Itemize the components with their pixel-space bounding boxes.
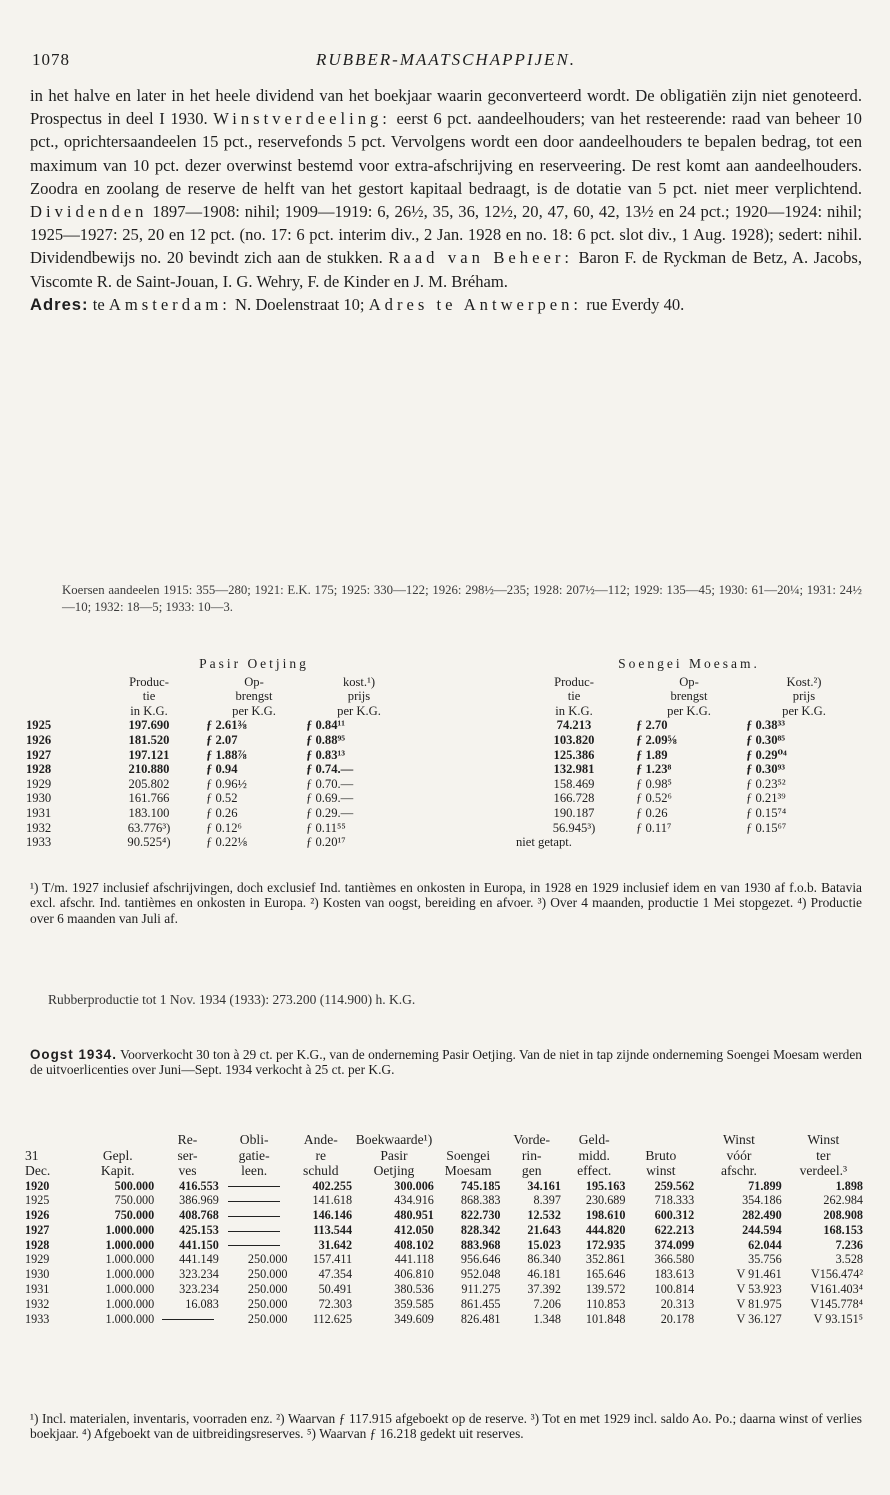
table-cell: 74.213: [556, 718, 592, 733]
column-header: Oetjing: [373, 1163, 415, 1178]
table-cell: ƒ 0.52: [206, 791, 238, 806]
table-cell: 952.048: [460, 1267, 501, 1282]
table-cell: ƒ 0.70.—: [306, 776, 354, 791]
financial-header-row: [24, 1132, 864, 1148]
rubberproductie-note: Rubberproductie tot 1 Nov. 1934 (1933): 273.200 (114.900) h. K.G.: [48, 992, 416, 1007]
table-cell: ƒ 0.29⁰⁴: [746, 747, 787, 762]
table-cell: 750.000: [114, 1208, 155, 1223]
row-year: 1928: [25, 1237, 50, 1252]
page-number: 1078: [32, 50, 70, 69]
column-header: Boekwaarde¹): [355, 1132, 433, 1147]
table-cell: 406.810: [394, 1267, 434, 1282]
table-cell: 956.646: [460, 1252, 501, 1267]
table-cell: 208.908: [823, 1208, 863, 1223]
table-cell: 230.689: [585, 1193, 626, 1208]
table-cell: 157.411: [312, 1252, 353, 1267]
table-cell: 190.187: [553, 805, 595, 820]
column-header: re: [315, 1147, 327, 1163]
table-cell: V 53.923: [736, 1282, 782, 1297]
table-cell: 1.000.000: [105, 1267, 155, 1282]
production-row: [24, 835, 864, 850]
table-cell: 282.490: [742, 1208, 782, 1223]
column-header: Obli-: [239, 1132, 269, 1147]
financial-row: [24, 1208, 864, 1223]
table-cell: 408.768: [179, 1208, 219, 1223]
financial-row: [24, 1193, 864, 1208]
table-cell: ƒ 0.94: [206, 762, 238, 777]
table-cell: [744, 835, 864, 850]
table-cell: ƒ 0.30⁸⁵: [746, 732, 786, 747]
table-cell: 16.083: [185, 1296, 219, 1311]
table-cell: ƒ 0.26: [636, 805, 668, 820]
table-cell: 861.455: [460, 1296, 501, 1311]
table-cell: 826.481: [460, 1311, 501, 1326]
production-row: [24, 821, 864, 836]
table-cell: 434.916: [394, 1193, 434, 1208]
table-cell: [155, 1312, 220, 1327]
column-header-row: [24, 689, 864, 704]
column-header: [435, 1132, 502, 1148]
table-cell: ƒ 0.26: [206, 805, 238, 820]
table-cell: 197.690: [128, 718, 170, 733]
row-year: 1931: [26, 805, 52, 820]
description-paragraph: [30, 84, 862, 293]
amsterdam-label: Amsterdam:: [108, 294, 231, 314]
table-cell: [220, 1238, 289, 1253]
table-cell: ƒ 1.89: [636, 747, 668, 762]
running-title: RUBBER-MAATSCHAPPIJEN.: [315, 50, 577, 69]
table-cell: 441.149: [179, 1252, 219, 1267]
column-header: winst: [646, 1163, 676, 1178]
dash-line: [228, 1231, 280, 1232]
row-year: 1932: [25, 1296, 50, 1311]
group-title-pasir-oetjing: Pasir Oetjing: [199, 656, 309, 671]
column-header: in K.G.: [130, 703, 168, 718]
table-cell: 911.275: [461, 1282, 501, 1297]
table-cell: ƒ 0.20¹⁷: [306, 835, 346, 850]
row-year: 1926: [26, 732, 52, 747]
table-cell: V156.474²: [810, 1267, 863, 1282]
table-cell: 86.340: [527, 1252, 561, 1267]
table-cell: 132.981: [553, 762, 595, 777]
production-row: [24, 777, 864, 792]
row-year: 1931: [25, 1282, 50, 1297]
financial-row: [24, 1238, 864, 1253]
table-cell: 20.178: [660, 1311, 695, 1326]
row-year: 1925: [26, 718, 52, 733]
column-header: [24, 1132, 80, 1148]
row-year: 1929: [25, 1252, 50, 1267]
column-header: Bruto: [645, 1147, 677, 1163]
table-cell: ƒ 2.09⅝: [636, 732, 677, 747]
column-header: Re-: [177, 1132, 198, 1147]
table-cell: 46.181: [527, 1267, 561, 1282]
table-cell: 718.333: [654, 1193, 695, 1208]
table-cell: 72.303: [318, 1296, 353, 1311]
table-cell: 412.050: [394, 1222, 434, 1237]
table-cell: ƒ 2.70: [636, 718, 668, 733]
column-header: schuld: [303, 1163, 339, 1178]
table-cell: ƒ 0.15⁷⁴: [746, 805, 787, 820]
table-cell: 259.562: [654, 1178, 695, 1193]
table-cell: 37.392: [527, 1282, 561, 1297]
table-cell: 349.609: [394, 1311, 434, 1326]
table-cell: 250.000: [247, 1252, 288, 1267]
column-header: Dec.: [25, 1163, 51, 1178]
column-header: kost.¹): [342, 674, 376, 689]
row-year: 1933: [25, 1311, 50, 1326]
table-cell: 165.646: [585, 1267, 626, 1282]
table-cell: 250.000: [247, 1282, 288, 1297]
table-cell: 197.121: [128, 747, 170, 762]
column-header: Soengei: [446, 1147, 491, 1163]
column-header: per K.G.: [782, 703, 826, 718]
table-cell: 354.186: [742, 1193, 782, 1208]
table-cell: 181.520: [128, 732, 170, 747]
table-cell: 359.585: [394, 1296, 434, 1311]
company-description: [30, 84, 862, 316]
table-cell: 141.618: [312, 1193, 353, 1208]
table-cell: 146.146: [312, 1208, 353, 1223]
column-header-row: [24, 675, 864, 690]
table-cell: 31.642: [318, 1237, 353, 1252]
row-year: 1933: [26, 835, 52, 850]
table-cell: ƒ 0.30⁹³: [746, 762, 786, 777]
table-cell: 750.000: [114, 1193, 155, 1208]
column-header: vóór: [726, 1147, 752, 1163]
table-cell: ƒ 0.15⁶⁷: [746, 820, 787, 835]
column-header: effect.: [577, 1163, 612, 1178]
column-header: Winst: [722, 1132, 755, 1147]
adres-antwerpen-label: Adres te Antwerpen:: [368, 294, 583, 314]
table-cell: 172.935: [585, 1237, 626, 1252]
table-cell: ƒ 0.96½: [206, 776, 247, 791]
financial-row: [24, 1223, 864, 1238]
table-cell: 56.945³): [552, 820, 596, 835]
table-cell: ƒ 0.69.—: [306, 791, 354, 806]
table-cell: 35.756: [748, 1252, 782, 1267]
column-header: [626, 1132, 695, 1148]
table-cell: 113.544: [313, 1222, 353, 1237]
table-cell: 1.000.000: [105, 1311, 155, 1326]
table-cell: V145.778⁴: [810, 1296, 863, 1311]
group-title-soengei-moesam: Soengei Moesam.: [618, 656, 760, 671]
table-cell: 1.000.000: [105, 1252, 155, 1267]
row-year: 1927: [25, 1222, 50, 1237]
table-cell: [220, 1179, 289, 1194]
table-cell: 416.553: [179, 1178, 219, 1193]
column-header: rin-: [521, 1147, 542, 1163]
column-header: Op-: [244, 674, 264, 689]
financial-row: [24, 1252, 864, 1267]
table-cell: ƒ 0.29.—: [306, 805, 354, 820]
raad-van-beheer-text: Baron F. de Ryckman de Betz, A. Jacobs, Viscomte R. de Saint-Jouan, I. G. Wehry, F. de Kinder en J. M. Bréham.: [30, 248, 863, 291]
column-header: [80, 1132, 155, 1148]
table-cell: ƒ 0.83¹³: [306, 747, 346, 762]
column-header: in K.G.: [555, 703, 593, 718]
table-cell: 205.802: [128, 776, 170, 791]
column-header: Pasir: [380, 1147, 408, 1163]
row-year: 1929: [26, 776, 52, 791]
table-cell: ƒ 0.11⁷: [636, 820, 672, 835]
table-cell: 323.234: [179, 1267, 219, 1282]
table-cell: 622.213: [654, 1222, 695, 1237]
table-cell: [220, 1223, 289, 1238]
dash-line: [162, 1319, 214, 1320]
table-cell: 425.153: [179, 1222, 219, 1237]
column-header: gatie-: [238, 1147, 270, 1163]
production-row: [24, 806, 864, 821]
table-cell: 1.000.000: [105, 1282, 155, 1297]
financial-header-row: [24, 1148, 864, 1164]
table-cell: 822.730: [460, 1208, 501, 1223]
column-header: brengst: [235, 689, 273, 704]
table-cell: 374.099: [654, 1237, 695, 1252]
table-cell: 183.100: [128, 805, 170, 820]
column-header: ves: [178, 1163, 197, 1178]
column-header: afschr.: [721, 1163, 757, 1178]
table-cell: 868.383: [460, 1193, 501, 1208]
production-table: [24, 657, 864, 850]
table-cell: 100.814: [654, 1282, 695, 1297]
column-header: Moesam: [444, 1163, 492, 1178]
table-cell: ƒ 2.07: [206, 732, 238, 747]
antwerpen-address: rue Everdy 40.: [586, 294, 685, 314]
table-cell: 441.118: [394, 1252, 434, 1267]
table-cell: ƒ 0.98⁵: [636, 776, 672, 791]
column-header: 31: [25, 1147, 39, 1163]
column-header: per K.G.: [667, 703, 711, 718]
table-cell: 71.899: [748, 1178, 782, 1193]
column-header: tie: [567, 689, 581, 704]
table-cell: 380.536: [394, 1282, 434, 1297]
column-header: per K.G.: [232, 703, 276, 718]
adres-label: Adres:: [30, 294, 89, 314]
financial-header-row: [24, 1163, 864, 1179]
table-cell: 745.185: [460, 1178, 501, 1193]
table-cell: 1.898: [835, 1178, 863, 1193]
table-cell: 62.044: [748, 1237, 782, 1252]
table-cell: 50.491: [318, 1282, 353, 1297]
table-cell: 3.528: [835, 1252, 863, 1267]
row-year: 1930: [25, 1267, 50, 1282]
table-cell: 47.354: [318, 1267, 353, 1282]
production-row: [24, 748, 864, 763]
table-cell: 195.163: [585, 1178, 626, 1193]
share-prices: Koersen aandeelen 1915: 355—280; 1921: E.K. 175; 1925: 330—122; 1926: 298½—235; 1928: 207½—112; 1929: 135—45; 1930: 61—20¼; 1931: 24½—10; 1932: 18—5; 1933: 10—3.: [62, 583, 862, 614]
financial-footnotes: ¹) Incl. materialen, inventaris, voorraden enz. ²) Waarvan ƒ 117.915 afgeboekt op de reserve. ³) Tot en met 1929 incl. saldo Ao. Po.; daarna winst of verlies boekjaar. ⁴) Afgeboekt van de uitbreidingsreserves. ⁵) Waarvan ƒ 16.218 gedekt uit reserves.: [30, 1411, 862, 1442]
production-row: [24, 791, 864, 806]
row-year: 1932: [26, 820, 52, 835]
table-cell: 158.469: [553, 776, 595, 791]
column-header: verdeel.³: [799, 1163, 848, 1178]
column-header: tie: [142, 689, 156, 704]
table-cell: ƒ 1.23⁸: [636, 762, 672, 777]
column-header: Op-: [679, 674, 699, 689]
table-cell: 366.580: [654, 1252, 695, 1267]
column-header: Geld-: [578, 1132, 610, 1147]
amsterdam-address: N. Doelenstraat 10;: [235, 294, 365, 314]
table-cell: 168.153: [823, 1222, 863, 1237]
financial-table: [24, 1132, 864, 1326]
table-cell: V 81.975: [736, 1296, 782, 1311]
financial-row: [24, 1179, 864, 1194]
dash-line: [228, 1245, 280, 1246]
row-year: 1925: [25, 1193, 50, 1208]
table-cell: 110.853: [586, 1296, 626, 1311]
row-year: 1930: [26, 791, 52, 806]
row-year: 1927: [26, 747, 52, 762]
table-cell: 1.000.000: [105, 1222, 155, 1237]
table-cell: 250.000: [247, 1311, 288, 1326]
table-cell: 125.386: [553, 747, 595, 762]
table-cell: 828.342: [460, 1222, 501, 1237]
column-header: per K.G.: [337, 703, 381, 718]
oogst-text: Voorverkocht 30 ton à 29 ct. per K.G., van de onderneming Pasir Oetjing. Van de niet in tap zijnde onderneming Soengei Moesam werden de uitvoerlicenties over Juni—Sept. 1934 verkocht à 25 ct. per K.G.: [30, 1047, 862, 1078]
table-cell: V 93.151⁵: [813, 1311, 863, 1326]
oogst-paragraph: [30, 1047, 862, 1078]
table-cell: 7.236: [835, 1237, 863, 1252]
table-cell: niet getapt.: [516, 835, 572, 850]
row-year: 1926: [25, 1208, 50, 1223]
table-cell: 1.000.000: [105, 1296, 155, 1311]
column-header: prijs: [347, 689, 371, 704]
column-header: Gepl.: [102, 1147, 133, 1163]
column-header: Kapit.: [100, 1163, 135, 1178]
column-header: Kost.²): [786, 674, 822, 689]
table-cell: ƒ 0.38³³: [746, 718, 786, 733]
table-cell: 300.006: [394, 1178, 434, 1193]
table-cell: 500.000: [114, 1178, 155, 1193]
column-header: brengst: [670, 689, 708, 704]
financial-row: [24, 1267, 864, 1282]
table-cell: 1.348: [533, 1311, 561, 1326]
column-header: gen: [521, 1163, 542, 1178]
table-cell: V 36.127: [736, 1311, 782, 1326]
table-cell: 20.313: [660, 1296, 695, 1311]
column-header: prijs: [792, 689, 816, 704]
row-year: 1920: [25, 1178, 50, 1193]
table-cell: ƒ 0.11⁵⁵: [306, 820, 346, 835]
production-row: [24, 718, 864, 733]
table-cell: 103.820: [553, 732, 595, 747]
table-cell: ƒ 0.22⅛: [206, 835, 247, 850]
financial-row: [24, 1297, 864, 1312]
table-cell: ƒ 0.12⁶: [206, 820, 242, 835]
table-cell: 600.312: [654, 1208, 695, 1223]
row-year: 1928: [26, 762, 52, 777]
table-cell: 112.625: [312, 1311, 353, 1326]
table-cell: [634, 835, 744, 850]
winstverdeeling-text: eerst 6 pct. aandeelhouders; van het resteerende: raad van beheer 10 pct., oprichtersaandeelen 15 pct., reservefonds 5 pct. Vervolgens wordt een door aandeelhouders te bepalen bedrag, tot een maximum van 10 pct. dezer overwinst bestemd voor extra-afschrijving en reserveering. De rest komt aan aandeelhouders. Zoodra en zoolang de reserve de helft van het gestort kapitaal bedraagt, is de dotatie van 5 pct. niet meer verplichtend.: [30, 109, 862, 198]
table-cell: 15.023: [527, 1237, 561, 1252]
financial-row: [24, 1282, 864, 1297]
table-cell: 441.150: [179, 1237, 219, 1252]
column-header: Produc-: [554, 674, 594, 689]
column-header: midd.: [578, 1147, 610, 1163]
adres-te: te: [92, 294, 105, 314]
table-cell: 352.861: [585, 1252, 626, 1267]
table-cell: 262.984: [823, 1193, 863, 1208]
production-footnotes: ¹) T/m. 1927 inclusief afschrijvingen, doch exclusief Ind. tantièmes en onkosten in Europa, in 1928 en 1929 inclusief idem en van 1930 af f.o.b. Batavia excl. afschr. Ind. tantièmes en onkosten in Europa. ²) Kosten van oogst, bereiding en afvoer. ³) Over 4 maanden, productie 1 Mei stopgezet. ⁴) Productie over 6 maanden van Juli af.: [30, 880, 862, 926]
table-cell: V 91.461: [736, 1267, 782, 1282]
table-cell: 90.525⁴): [127, 835, 171, 850]
table-cell: 386.969: [179, 1193, 219, 1208]
dividenden-text: 1897—1908: nihil; 1909—1919: 6, 26½, 35, 36, 12½, 20, 47, 60, 42, 13½ en 24 pct.; 1920—1924: nihil; 1925—1927: 25, 20 en 12 pct. (no. 17: 6 pct. interim div., 2 Jan. 1928 en no. 18: 6 pct. slot div., 1 Aug. 1928); sedert: nihil. Dividendbewijs no. 20 bevindt zich aan de stukken.: [30, 202, 862, 268]
column-header: ter: [816, 1147, 831, 1163]
table-cell: 63.776³): [127, 820, 171, 835]
raad-van-beheer-label: Raad van Beheer:: [388, 248, 573, 268]
column-header: ser-: [177, 1147, 198, 1163]
table-cell: ƒ 2.61⅜: [206, 718, 247, 733]
financial-row: [24, 1312, 864, 1327]
table-cell: 210.880: [128, 762, 170, 777]
table-cell: 12.532: [527, 1208, 561, 1223]
table-cell: 250.000: [247, 1267, 288, 1282]
address-paragraph: [30, 293, 862, 316]
column-header: Winst: [807, 1132, 840, 1147]
table-cell: 323.234: [179, 1282, 219, 1297]
page-header: [32, 50, 860, 78]
table-cell: ƒ 0.23⁵²: [746, 776, 786, 791]
table-cell: 402.255: [312, 1178, 353, 1193]
table-cell: ƒ 0.84¹¹: [306, 718, 346, 733]
table-cell: ƒ 0.21³⁹: [746, 791, 786, 806]
column-header: Ande-: [303, 1132, 338, 1147]
dividenden-label: Dividenden: [30, 202, 148, 222]
production-row: [24, 762, 864, 777]
oogst-label: Oogst 1934.: [30, 1047, 117, 1062]
table-cell: V161.403⁴: [810, 1282, 863, 1297]
column-header: Vorde-: [513, 1132, 551, 1147]
table-cell: 139.572: [585, 1282, 626, 1297]
table-cell: 34.161: [527, 1178, 561, 1193]
table-cell: 161.766: [128, 791, 170, 806]
conversion-text: in het halve en later in het heele dividend van het boekjaar waarin geconverteerd wordt. De obligatiën zijn niet genoteerd. Prospectus in deel I 1930.: [30, 86, 862, 129]
production-row: [24, 733, 864, 748]
column-header: Produc-: [129, 674, 169, 689]
dash-line: [228, 1186, 280, 1187]
table-cell: ƒ 1.88⅞: [206, 747, 247, 762]
dash-line: [228, 1216, 280, 1217]
table-cell: [220, 1208, 289, 1223]
table-cell: 166.728: [553, 791, 595, 806]
table-cell: 480.951: [394, 1208, 434, 1223]
table-cell: 101.848: [585, 1311, 626, 1326]
table-cell: 408.102: [394, 1237, 434, 1252]
column-header: leen.: [241, 1163, 268, 1178]
table-cell: ƒ 0.88⁹⁵: [306, 732, 346, 747]
table-cell: 883.968: [460, 1237, 501, 1252]
table-cell: 250.000: [247, 1296, 288, 1311]
table-cell: 1.000.000: [105, 1237, 155, 1252]
table-cell: 444.820: [585, 1222, 626, 1237]
table-cell: 198.610: [585, 1208, 626, 1223]
table-cell: [220, 1193, 289, 1208]
table-cell: ƒ 0.74.—: [306, 762, 354, 777]
winstverdeeling-label: Winstverdeeling:: [213, 109, 391, 129]
table-cell: 7.206: [533, 1296, 561, 1311]
table-cell: 8.397: [533, 1193, 561, 1208]
table-cell: 183.613: [654, 1267, 695, 1282]
table-cell: ƒ 0.52⁶: [636, 791, 672, 806]
column-header-row: [24, 704, 864, 719]
table-cell: 21.643: [527, 1222, 561, 1237]
table-cell: 244.594: [742, 1222, 782, 1237]
dash-line: [228, 1201, 280, 1202]
